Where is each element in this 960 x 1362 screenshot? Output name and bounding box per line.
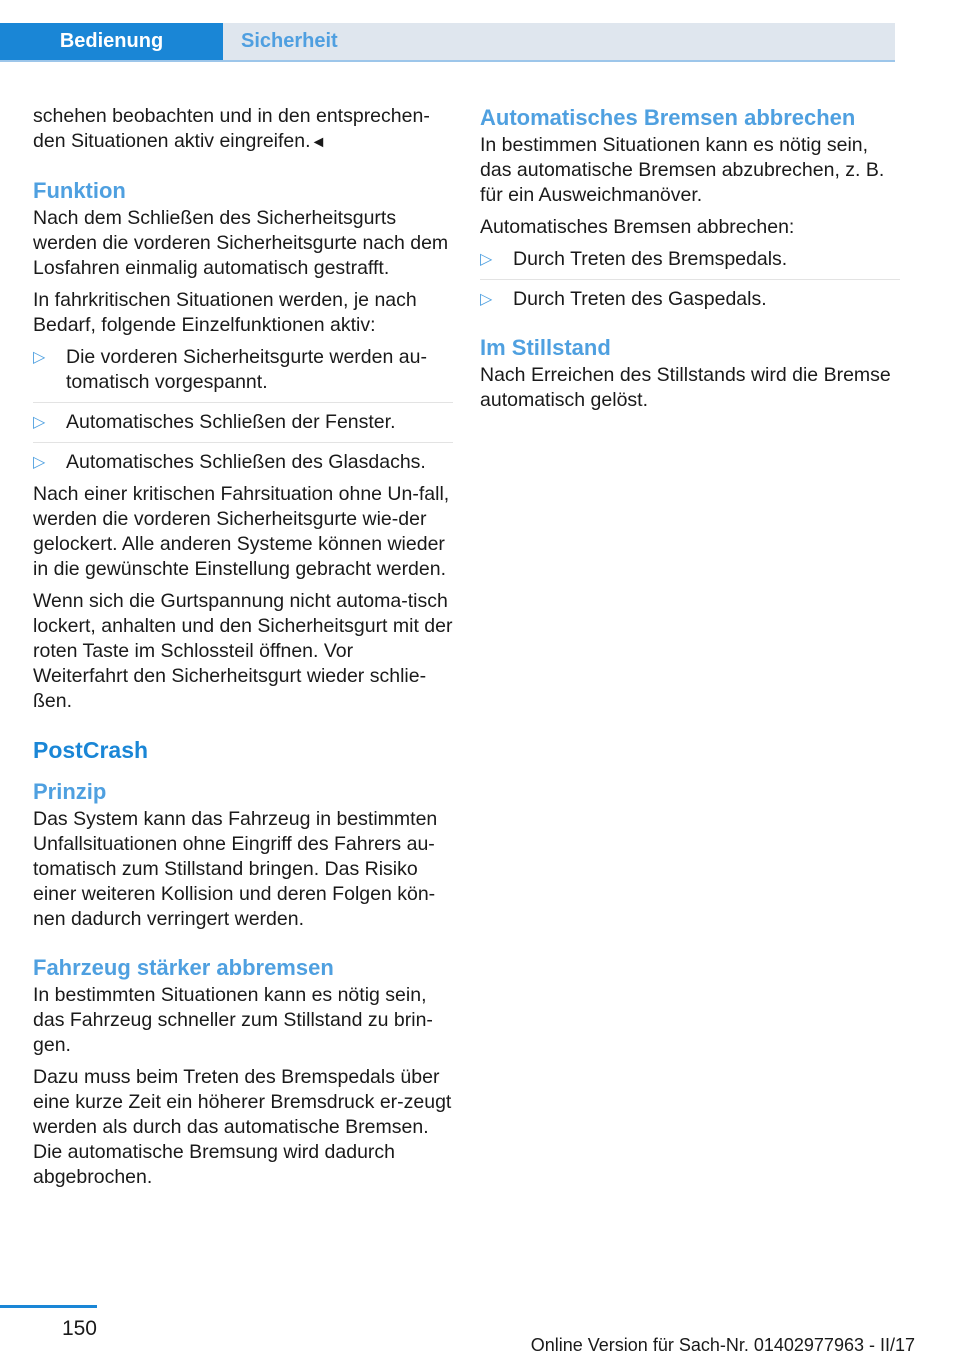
bullet-triangle-icon: ▷ (33, 454, 46, 471)
list-item: ▷ Durch Treten des Bremspedals. (480, 247, 900, 280)
list-item: ▷ Die vorderen Sicherheitsgurte werden au-tomatisch vorgespannt. (33, 345, 453, 403)
staerker-paragraph-1: In bestimmten Situationen kann es nötig sein, das Fahrzeug schneller zum Stillstand zu brin-gen. (33, 984, 433, 1056)
abbrechen-paragraph-1: In bestimmen Situationen kann es nötig sein, das automatische Bremsen abzubrechen, z. B. für ein Ausweichmanöver. (480, 134, 885, 206)
funktion-heading: Funktion (33, 178, 126, 203)
postcrash-heading: PostCrash (33, 737, 149, 763)
list-item: ▷ Automatisches Schließen des Glasdachs. (33, 451, 426, 473)
online-version-footer: Online Version für Sach-Nr. 01402977963 - II/17 (530, 1335, 915, 1355)
bullet-triangle-icon: ▷ (480, 251, 493, 268)
staerker-paragraph-2: Dazu muss beim Treten des Bremspedals über eine kurze Zeit ein höherer Bremsdruck er-zeugt werden als durch das automatische Bremsen. Die automatische Bremsung wird dadurch abgebrochen. (33, 1066, 452, 1188)
stillstand-heading: Im Stillstand (480, 335, 611, 360)
stillstand-paragraph: Nach Erreichen des Stillstands wird die Bremse automatisch gelöst. (480, 364, 891, 411)
right-column (480, 104, 900, 420)
list-item: ▷ Automatisches Schließen der Fenster. (33, 410, 453, 443)
header-divider (0, 60, 895, 62)
funktion-paragraph-4: Wenn sich die Gurtspannung nicht automa-tisch lockert, anhalten und den Sicherheitsgurt mit der roten Taste im Schlossteil öffnen. Vor Weiterfahrt den Sicherheitsgurt wieder schlie-ßen. (33, 590, 453, 712)
bullet-triangle-icon: ▷ (33, 414, 46, 431)
prinzip-paragraph: Das System kann das Fahrzeug in bestimmten Unfallsituationen ohne Eingriff des Fahrers au-tomatisch zum Stillstand bringen. Das Risiko einer weiteren Kollision und deren Folgen kön-nen dadurch verringert werden. (33, 808, 438, 930)
left-column (33, 104, 453, 1197)
list-item: ▷ Durch Treten des Gaspedals. (480, 288, 767, 310)
bullet-triangle-icon: ▷ (480, 291, 493, 308)
funktion-list (33, 345, 453, 475)
funktion-paragraph-3: Nach einer kritischen Fahrsituation ohne Un-fall, werden die vorderen Sicherheitsgurte wie-der gelockert. Alle anderen Systeme können wieder in die gewünschte Einstellung gebracht werden. (33, 483, 450, 580)
abbrechen-list (480, 247, 900, 312)
funktion-paragraph-1: Nach dem Schließen des Sicherheitsgurts werden die vorderen Sicherheitsgurte nach dem Losfahren einmalig automatisch gestrafft. (33, 207, 449, 279)
bullet-triangle-icon: ▷ (33, 349, 46, 366)
funktion-paragraph-2: In fahrkritischen Situationen werden, je nach Bedarf, folgende Einzelfunktionen aktiv: (33, 289, 417, 336)
page-number: 150 (61, 1317, 97, 1340)
staerker-abbremsen-heading: Fahrzeug stärker abbremsen (33, 955, 334, 980)
header-tabs (0, 23, 895, 61)
intro-paragraph: schehen beobachten und in den entsprechen-den Situationen aktiv eingreifen.◄ (33, 105, 430, 152)
abbrechen-paragraph-2: Automatisches Bremsen abbrechen: (480, 216, 795, 238)
prinzip-heading: Prinzip (33, 779, 107, 804)
end-mark-icon: ◄ (310, 134, 327, 151)
tab-bedienung[interactable]: Bedienung (0, 23, 223, 60)
abbrechen-heading: Automatisches Bremsen abbrechen (480, 105, 856, 130)
tab-sicherheit[interactable]: Sicherheit (223, 23, 895, 60)
page-number-rule (0, 1305, 97, 1308)
